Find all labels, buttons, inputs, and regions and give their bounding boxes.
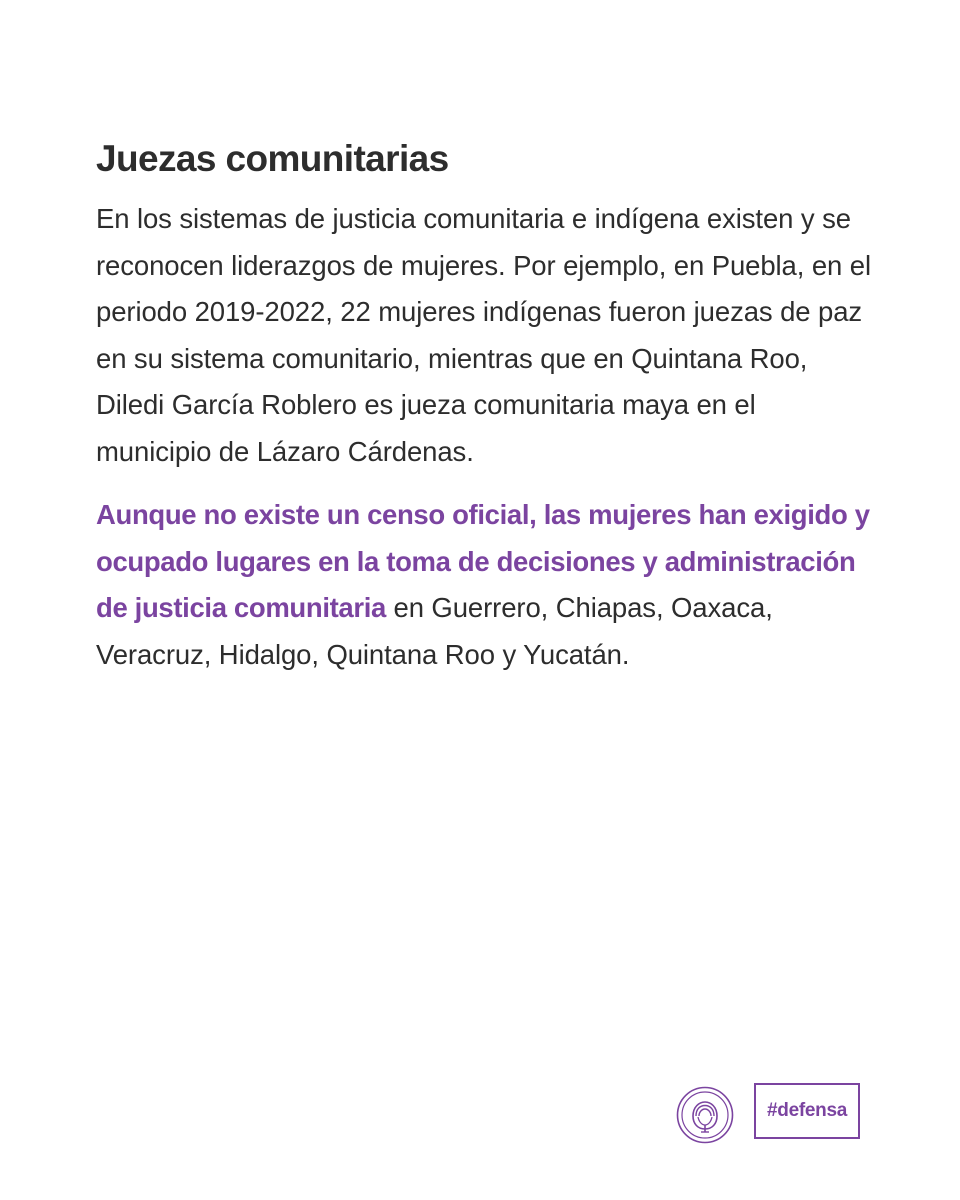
body-paragraph-2: [96, 492, 876, 678]
hashtag-label: #defensa: [767, 1100, 847, 1121]
article-content: [96, 132, 876, 678]
body-paragraph-1: En los sistemas de justicia comunitaria e indígena existen y se reconocen liderazgos de mujeres. Por ejemplo, en Puebla, en el periodo 2019-2022, 22 mujeres indígenas fueron juezas de paz en su sistema comunitario, mientras que en Quintana Roo, Diledi García Roblero es jueza comunitaria maya en el municipio de Lázaro Cárdenas.: [96, 203, 871, 467]
page-title: Juezas comunitarias: [96, 138, 449, 179]
highlighted-text: Aunque no existe un censo oficial, las mujeres han exigido y ocupado lugares en la toma de decisiones y administración de justicia comunitaria: [96, 499, 870, 623]
paragraph-2-rest: en Guerrero, Chiapas, Oaxaca, Veracruz, Hidalgo, Quintana Roo y Yucatán.: [96, 592, 773, 670]
circular-emblem-icon: [676, 1086, 734, 1144]
hashtag-badge: [754, 1083, 860, 1139]
